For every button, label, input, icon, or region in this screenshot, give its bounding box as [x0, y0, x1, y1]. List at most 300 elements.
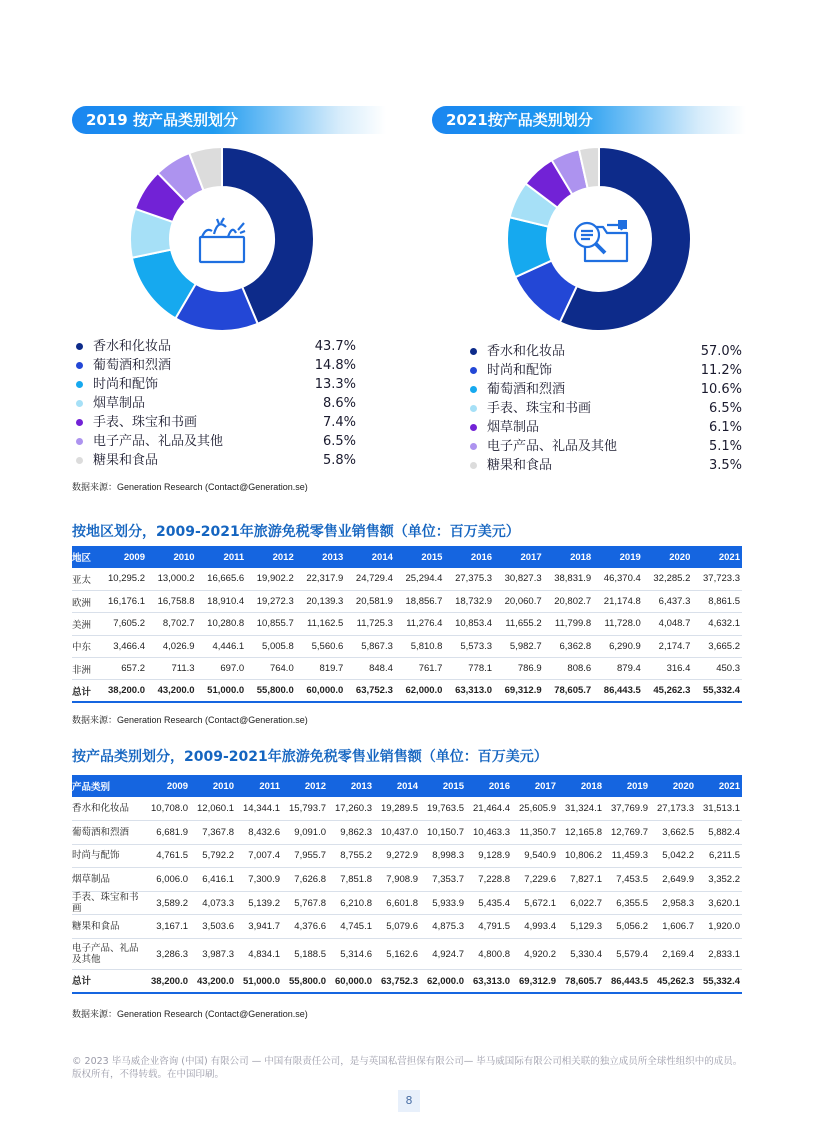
section-2021-banner [432, 106, 746, 134]
legend-value: 6.5% [322, 434, 356, 449]
source-note: 数据来源：Generation Research (Contact@Generation.se) [72, 715, 308, 725]
table-row [72, 868, 742, 892]
table-cell: 5,129.3 [558, 915, 604, 939]
table-cell: 55,800.0 [246, 680, 296, 702]
table-cell: 7,367.8 [190, 821, 236, 845]
column-header-year: 2009 [144, 775, 190, 797]
table-cell: 55,332.4 [696, 970, 742, 994]
legend-value: 6.1% [708, 420, 742, 435]
table-cell: 808.6 [544, 658, 594, 680]
category-sales-table [72, 775, 742, 994]
table-cell: 18,910.4 [197, 590, 247, 612]
table-cell: 11,655.2 [494, 613, 544, 635]
column-header-label: 产品类别 [72, 775, 144, 797]
table-cell: 5,792.2 [190, 844, 236, 868]
table-cell: 55,332.4 [692, 680, 742, 702]
table-cell: 3,620.1 [696, 891, 742, 915]
table-cell: 46,370.4 [593, 568, 643, 590]
table-cell: 9,128.9 [466, 844, 512, 868]
legend-swatch [470, 424, 477, 431]
column-header-year: 2013 [328, 775, 374, 797]
table-cell: 778.1 [444, 658, 494, 680]
table-cell: 63,752.3 [345, 680, 395, 702]
table-cell: 10,463.3 [466, 821, 512, 845]
table-cell: 69,312.9 [494, 680, 544, 702]
table-cell: 2,833.1 [696, 939, 742, 970]
table-cell: 7,007.4 [236, 844, 282, 868]
region-sales-table [72, 546, 742, 703]
legend-value: 3.5% [708, 458, 742, 473]
table-cell: 4,834.1 [236, 939, 282, 970]
table-cell: 60,000.0 [328, 970, 374, 994]
legend-value: 13.3% [314, 377, 356, 392]
table-cell: 819.7 [296, 658, 346, 680]
table-cell: 9,272.9 [374, 844, 420, 868]
table-cell: 10,855.7 [246, 613, 296, 635]
table-cell: 7,955.7 [282, 844, 328, 868]
legend-swatch [76, 362, 83, 369]
table-cell: 10,280.8 [197, 613, 247, 635]
column-header-year: 2016 [444, 546, 494, 568]
column-header-year: 2017 [512, 775, 558, 797]
table-cell: 45,262.3 [643, 680, 693, 702]
legend-value: 8.6% [322, 396, 356, 411]
row-label: 非洲 [72, 658, 97, 680]
column-header-year: 2013 [296, 546, 346, 568]
row-label: 亚太 [72, 568, 97, 590]
table-row [72, 915, 742, 939]
legend-item [470, 418, 742, 437]
table-cell: 4,920.2 [512, 939, 558, 970]
table-cell: 848.4 [345, 658, 395, 680]
table-cell: 13,000.2 [147, 568, 197, 590]
column-header-year: 2020 [650, 775, 696, 797]
table-cell: 6,355.5 [604, 891, 650, 915]
legend-value: 43.7% [314, 339, 356, 354]
table-header-row [72, 775, 742, 797]
table-cell: 5,435.4 [466, 891, 512, 915]
copyright-footer: © 2023 毕马威企业咨询 (中国) 有限公司 — 中国有限责任公司，是与英国私营担保有限公司— 毕马威国际有限公司相关联的独立成员所全球性组织中的成员。版权所有，不得转载。在中国印刷。 [72, 1056, 743, 1080]
table-cell: 5,560.6 [296, 635, 346, 657]
table-cell: 8,702.7 [147, 613, 197, 635]
legend-2019 [76, 337, 356, 470]
table-cell: 32,285.2 [643, 568, 693, 590]
table-cell: 711.3 [147, 658, 197, 680]
column-header-year: 2019 [604, 775, 650, 797]
table-cell: 43,200.0 [190, 970, 236, 994]
row-label: 总计 [72, 970, 144, 994]
legend-value: 57.0% [700, 344, 742, 359]
table-cell: 3,167.1 [144, 915, 190, 939]
donut-slices-2019 [130, 147, 314, 331]
legend-value: 10.6% [700, 382, 742, 397]
table-cell: 19,289.5 [374, 797, 420, 821]
table-cell: 2,169.4 [650, 939, 696, 970]
table-row [72, 891, 742, 915]
legend-swatch [76, 438, 83, 445]
legend-2021 [470, 342, 742, 475]
column-header-year: 2020 [643, 546, 693, 568]
table-header-row [72, 546, 742, 568]
legend-item [470, 342, 742, 361]
table-cell: 16,176.1 [97, 590, 147, 612]
table-cell: 6,006.0 [144, 868, 190, 892]
row-label: 葡萄酒和烈酒 [72, 821, 144, 845]
legend-item [76, 413, 356, 432]
table-cell: 78,605.7 [544, 680, 594, 702]
table-cell: 55,800.0 [282, 970, 328, 994]
page-number: 8 [398, 1090, 420, 1112]
table-cell: 11,799.8 [544, 613, 594, 635]
column-header-year: 2017 [494, 546, 544, 568]
table-cell: 5,162.6 [374, 939, 420, 970]
table-cell: 9,540.9 [512, 844, 558, 868]
table-cell: 4,761.5 [144, 844, 190, 868]
table-cell: 11,459.3 [604, 844, 650, 868]
table-row [72, 568, 742, 590]
table-cell: 16,665.6 [197, 568, 247, 590]
section-2019-title: 2019 按产品类别划分 [86, 111, 238, 129]
legend-swatch [76, 343, 83, 350]
table-cell: 19,272.3 [246, 590, 296, 612]
table-cell: 38,200.0 [144, 970, 190, 994]
table-cell: 62,000.0 [420, 970, 466, 994]
table-cell: 7,229.6 [512, 868, 558, 892]
table-cell: 24,729.4 [345, 568, 395, 590]
legend-item [76, 394, 356, 413]
table-cell: 4,791.5 [466, 915, 512, 939]
table-cell: 4,048.7 [643, 613, 693, 635]
table-cell: 18,856.7 [395, 590, 445, 612]
table-cell: 5,042.2 [650, 844, 696, 868]
table-cell: 6,210.8 [328, 891, 374, 915]
table-cell: 4,800.8 [466, 939, 512, 970]
legend-value: 14.8% [314, 358, 356, 373]
table-cell: 3,466.4 [97, 635, 147, 657]
legend-item [76, 432, 356, 451]
legend-label: 葡萄酒和烈酒 [487, 382, 566, 397]
table-cell: 9,091.0 [282, 821, 328, 845]
legend-value: 5.8% [322, 453, 356, 468]
table-row [72, 590, 742, 612]
table-cell: 657.2 [97, 658, 147, 680]
legend-item [76, 337, 356, 356]
row-label: 烟草制品 [72, 868, 144, 892]
column-header-label: 地区 [72, 546, 97, 568]
column-header-year: 2012 [246, 546, 296, 568]
table-cell: 14,344.1 [236, 797, 282, 821]
column-header-year: 2019 [593, 546, 643, 568]
table-cell: 8,998.3 [420, 844, 466, 868]
table-cell: 15,793.7 [282, 797, 328, 821]
table-title-region: 按地区划分，2009-2021年旅游免税零售业销售额（单位：百万美元） [72, 524, 520, 540]
table-cell: 4,924.7 [420, 939, 466, 970]
table-cell: 5,314.6 [328, 939, 374, 970]
legend-label: 糖果和食品 [93, 453, 159, 468]
legend-label: 电子产品、礼品及其他 [487, 439, 618, 454]
legend-label: 手表、珠宝和书画 [487, 401, 592, 416]
table-cell: 6,416.1 [190, 868, 236, 892]
table-cell: 11,162.5 [296, 613, 346, 635]
table-cell: 3,662.5 [650, 821, 696, 845]
table-cell: 4,745.1 [328, 915, 374, 939]
legend-value: 6.5% [708, 401, 742, 416]
table-cell: 3,589.2 [144, 891, 190, 915]
table-cell: 20,581.9 [345, 590, 395, 612]
table-cell: 37,769.9 [604, 797, 650, 821]
table-cell: 7,605.2 [97, 613, 147, 635]
table-cell: 11,725.3 [345, 613, 395, 635]
table-cell: 764.0 [246, 658, 296, 680]
table-cell: 62,000.0 [395, 680, 445, 702]
table-cell: 6,022.7 [558, 891, 604, 915]
column-header-year: 2015 [420, 775, 466, 797]
legend-swatch [470, 348, 477, 355]
table-cell: 5,933.9 [420, 891, 466, 915]
row-label: 电子产品、礼品及其他 [72, 939, 144, 970]
table-cell: 60,000.0 [296, 680, 346, 702]
column-header-year: 2009 [97, 546, 147, 568]
section-2019-banner [72, 106, 386, 134]
legend-item [470, 437, 742, 456]
table-cell: 8,861.5 [692, 590, 742, 612]
legend-swatch [76, 400, 83, 407]
row-label: 糖果和食品 [72, 915, 144, 939]
table-cell: 5,810.8 [395, 635, 445, 657]
legend-swatch [470, 367, 477, 374]
legend-label: 时尚和配饰 [93, 377, 159, 392]
table-total-row [72, 680, 742, 702]
table-cell: 7,228.8 [466, 868, 512, 892]
table-row [72, 821, 742, 845]
table-cell: 5,982.7 [494, 635, 544, 657]
table-cell: 697.0 [197, 658, 247, 680]
legend-label: 烟草制品 [93, 396, 146, 411]
table-cell: 3,352.2 [696, 868, 742, 892]
legend-swatch [76, 381, 83, 388]
column-header-year: 2018 [544, 546, 594, 568]
table-cell: 20,060.7 [494, 590, 544, 612]
table-cell: 7,908.9 [374, 868, 420, 892]
table-cell: 12,060.1 [190, 797, 236, 821]
table-cell: 16,758.8 [147, 590, 197, 612]
legend-item [76, 451, 356, 470]
column-header-year: 2014 [345, 546, 395, 568]
legend-label: 香水和化妆品 [93, 339, 172, 354]
table-cell: 51,000.0 [236, 970, 282, 994]
table-cell: 3,665.2 [692, 635, 742, 657]
table-cell: 38,831.9 [544, 568, 594, 590]
table-cell: 31,513.1 [696, 797, 742, 821]
table-cell: 12,769.7 [604, 821, 650, 845]
table-cell: 3,286.3 [144, 939, 190, 970]
row-label: 时尚与配饰 [72, 844, 144, 868]
column-header-year: 2014 [374, 775, 420, 797]
table-cell: 4,376.6 [282, 915, 328, 939]
column-header-year: 2015 [395, 546, 445, 568]
legend-value: 7.4% [322, 415, 356, 430]
legend-label: 糖果和食品 [487, 458, 553, 473]
section-2021-title: 2021按产品类别划分 [446, 111, 593, 129]
donut-chart-2019 [128, 145, 316, 333]
row-label: 手表、珠宝和书画 [72, 891, 144, 915]
table-cell: 63,313.0 [444, 680, 494, 702]
table-cell: 10,150.7 [420, 821, 466, 845]
table-cell: 7,626.8 [282, 868, 328, 892]
table-cell: 7,353.7 [420, 868, 466, 892]
legend-label: 香水和化妆品 [487, 344, 566, 359]
table-cell: 20,139.3 [296, 590, 346, 612]
source-note: 数据来源：Generation Research (Contact@Generation.se) [72, 1009, 308, 1019]
column-header-year: 2011 [197, 546, 247, 568]
table-cell: 7,300.9 [236, 868, 282, 892]
table-cell: 19,902.2 [246, 568, 296, 590]
legend-item [470, 380, 742, 399]
table-cell: 27,173.3 [650, 797, 696, 821]
table-cell: 12,165.8 [558, 821, 604, 845]
table-cell: 7,851.8 [328, 868, 374, 892]
table-cell: 4,875.3 [420, 915, 466, 939]
table-cell: 86,443.5 [593, 680, 643, 702]
row-label: 总计 [72, 680, 97, 702]
table-cell: 21,174.8 [593, 590, 643, 612]
table-cell: 5,079.6 [374, 915, 420, 939]
table-cell: 27,375.3 [444, 568, 494, 590]
table-cell: 51,000.0 [197, 680, 247, 702]
table-cell: 38,200.0 [97, 680, 147, 702]
table-cell: 4,632.1 [692, 613, 742, 635]
table-cell: 5,139.2 [236, 891, 282, 915]
legend-swatch [470, 462, 477, 469]
table-cell: 6,211.5 [696, 844, 742, 868]
column-header-year: 2010 [190, 775, 236, 797]
table-row [72, 658, 742, 680]
table-cell: 4,446.1 [197, 635, 247, 657]
table-cell: 4,073.3 [190, 891, 236, 915]
table-cell: 10,806.2 [558, 844, 604, 868]
table-cell: 8,432.6 [236, 821, 282, 845]
table-cell: 450.3 [692, 658, 742, 680]
column-header-year: 2010 [147, 546, 197, 568]
table-cell: 6,362.8 [544, 635, 594, 657]
table-cell: 7,827.1 [558, 868, 604, 892]
table-cell: 18,732.9 [444, 590, 494, 612]
table-cell: 4,993.4 [512, 915, 558, 939]
table-cell: 37,723.3 [692, 568, 742, 590]
table-cell: 21,464.4 [466, 797, 512, 821]
table-cell: 31,324.1 [558, 797, 604, 821]
legend-item [76, 375, 356, 394]
table-cell: 1,606.7 [650, 915, 696, 939]
table-cell: 63,752.3 [374, 970, 420, 994]
table-cell: 5,882.4 [696, 821, 742, 845]
table-cell: 5,188.5 [282, 939, 328, 970]
table-row [72, 939, 742, 970]
legend-item [470, 399, 742, 418]
legend-value: 5.1% [708, 439, 742, 454]
table-cell: 11,728.0 [593, 613, 643, 635]
table-cell: 5,330.4 [558, 939, 604, 970]
row-label: 美洲 [72, 613, 97, 635]
table-cell: 78,605.7 [558, 970, 604, 994]
table-row [72, 635, 742, 657]
table-total-row [72, 970, 742, 994]
legend-swatch [76, 419, 83, 426]
legend-swatch [470, 443, 477, 450]
shopping-basket-icon [200, 218, 245, 262]
table-cell: 3,503.6 [190, 915, 236, 939]
legend-swatch [76, 457, 83, 464]
table-cell: 5,573.3 [444, 635, 494, 657]
table-cell: 5,672.1 [512, 891, 558, 915]
table-cell: 10,295.2 [97, 568, 147, 590]
source-note: 数据来源：Generation Research (Contact@Generation.se) [72, 482, 308, 492]
table-cell: 7,453.5 [604, 868, 650, 892]
table-row [72, 797, 742, 821]
row-label: 香水和化妆品 [72, 797, 144, 821]
table-cell: 6,290.9 [593, 635, 643, 657]
table-cell: 10,437.0 [374, 821, 420, 845]
table-cell: 8,755.2 [328, 844, 374, 868]
table-cell: 43,200.0 [147, 680, 197, 702]
table-cell: 3,941.7 [236, 915, 282, 939]
donut-chart-2021 [505, 145, 693, 333]
table-cell: 1,920.0 [696, 915, 742, 939]
table-cell: 25,294.4 [395, 568, 445, 590]
table-cell: 10,853.4 [444, 613, 494, 635]
legend-label: 手表、珠宝和书画 [93, 415, 198, 430]
column-header-year: 2016 [466, 775, 512, 797]
legend-label: 烟草制品 [487, 420, 540, 435]
column-header-year: 2011 [236, 775, 282, 797]
table-row [72, 613, 742, 635]
table-cell: 30,827.3 [494, 568, 544, 590]
table-cell: 5,056.2 [604, 915, 650, 939]
legend-item [470, 456, 742, 475]
column-header-year: 2021 [692, 546, 742, 568]
table-cell: 5,867.3 [345, 635, 395, 657]
column-header-year: 2012 [282, 775, 328, 797]
table-cell: 2,649.9 [650, 868, 696, 892]
table-cell: 761.7 [395, 658, 445, 680]
legend-swatch [470, 405, 477, 412]
table-cell: 45,262.3 [650, 970, 696, 994]
table-cell: 3,987.3 [190, 939, 236, 970]
table-cell: 786.9 [494, 658, 544, 680]
legend-value: 11.2% [700, 363, 742, 378]
table-cell: 10,708.0 [144, 797, 190, 821]
table-cell: 5,767.8 [282, 891, 328, 915]
legend-label: 时尚和配饰 [487, 363, 553, 378]
table-cell: 6,681.9 [144, 821, 190, 845]
table-cell: 5,579.4 [604, 939, 650, 970]
legend-label: 电子产品、礼品及其他 [93, 434, 224, 449]
table-cell: 11,350.7 [512, 821, 558, 845]
legend-swatch [470, 386, 477, 393]
table-cell: 2,958.3 [650, 891, 696, 915]
table-cell: 9,862.3 [328, 821, 374, 845]
table-cell: 879.4 [593, 658, 643, 680]
table-cell: 86,443.5 [604, 970, 650, 994]
table-cell: 6,601.8 [374, 891, 420, 915]
legend-item [470, 361, 742, 380]
row-label: 欧洲 [72, 590, 97, 612]
legend-item [76, 356, 356, 375]
row-label: 中东 [72, 635, 97, 657]
column-header-year: 2018 [558, 775, 604, 797]
table-title-category: 按产品类别划分，2009-2021年旅游免税零售业销售额（单位：百万美元） [72, 749, 548, 765]
legend-label: 葡萄酒和烈酒 [93, 358, 172, 373]
